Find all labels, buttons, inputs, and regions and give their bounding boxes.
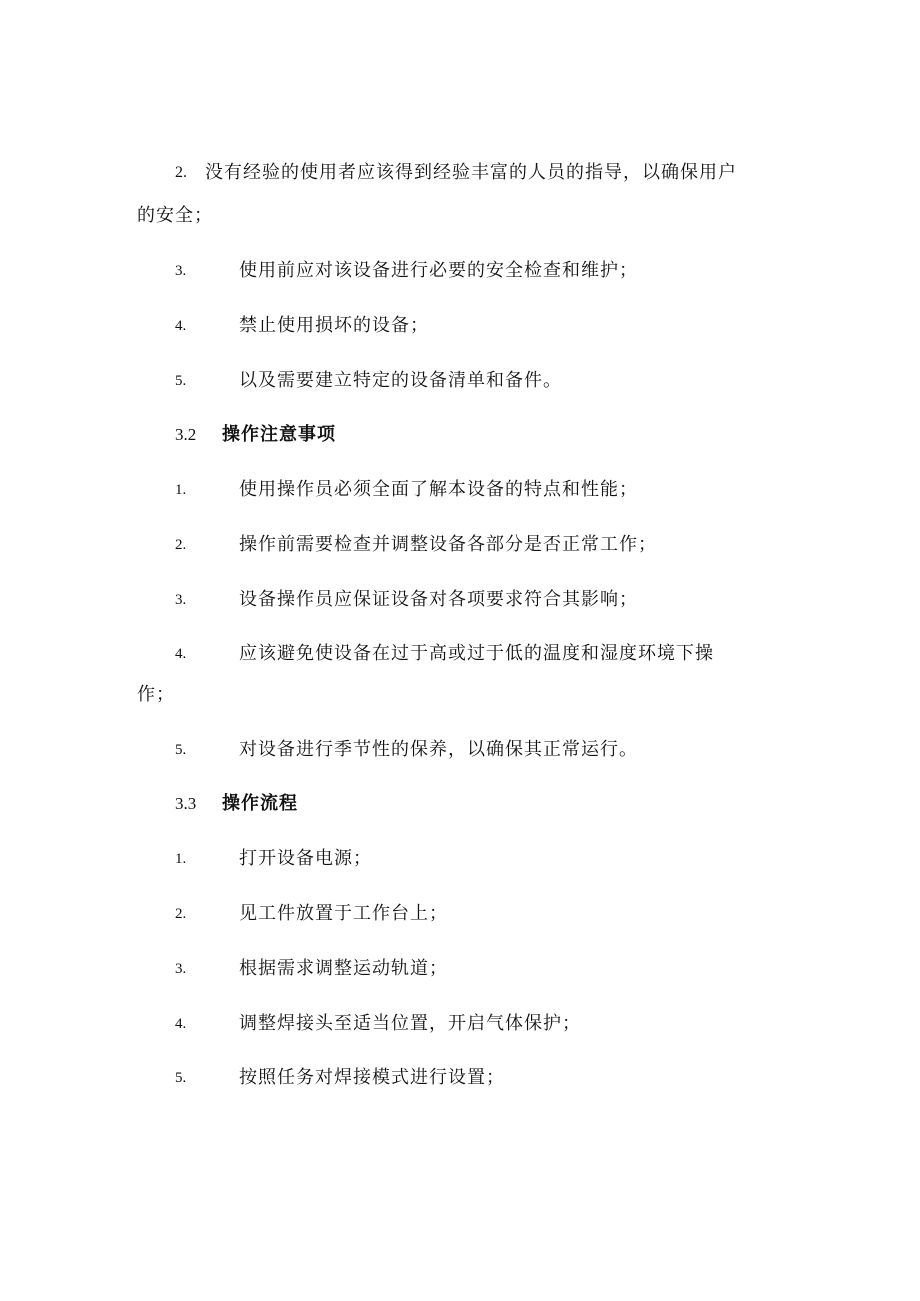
section-title: 操作注意事项 xyxy=(222,424,336,445)
list-item-number: 1. xyxy=(175,482,187,498)
list-item-number: 3. xyxy=(175,961,187,977)
list-item-number: 4. xyxy=(175,646,187,662)
list-item-text: 应该避免使设备在过于高或过于低的温度和湿度环境下操 xyxy=(239,643,714,664)
list-item-text: 禁止使用损坏的设备； xyxy=(239,315,429,336)
list-item-number: 5. xyxy=(175,373,187,389)
list-item-text: 操作前需要检查并调整设备各部分是否正常工作； xyxy=(239,534,657,555)
list-item-number: 4. xyxy=(175,318,187,334)
list-item-text: 打开设备电源； xyxy=(239,848,372,869)
section-number: 3.3 xyxy=(175,794,197,813)
list-item-continuation: 作； xyxy=(137,684,175,705)
list-item-text: 没有经验的使用者应该得到经验丰富的人员的指导，以确保用户 xyxy=(205,162,737,183)
list-item-text: 调整焊接头至适当位置，开启气体保护； xyxy=(239,1013,581,1034)
list-item-number: 3. xyxy=(175,592,187,608)
list-item-text: 根据需求调整运动轨道； xyxy=(239,958,448,979)
list-item-continuation: 的安全； xyxy=(137,205,213,226)
list-item-number: 2. xyxy=(175,164,187,181)
list-item-number: 3. xyxy=(175,263,187,279)
list-item-text: 使用操作员必须全面了解本设备的特点和性能； xyxy=(239,479,638,500)
section-title: 操作流程 xyxy=(222,793,298,814)
list-item-number: 4. xyxy=(175,1016,187,1032)
list-item-number: 1. xyxy=(175,851,187,867)
list-item-number: 5. xyxy=(175,742,187,758)
list-item-number: 2. xyxy=(175,537,187,553)
list-item-text: 以及需要建立特定的设备清单和备件。 xyxy=(239,370,562,391)
list-item-text: 对设备进行季节性的保养，以确保其正常运行。 xyxy=(239,739,638,760)
list-item-text: 按照任务对焊接模式进行设置； xyxy=(239,1067,505,1088)
list-item-text: 见工件放置于工作台上； xyxy=(239,903,448,924)
section-number: 3.2 xyxy=(175,425,197,444)
list-item-text: 设备操作员应保证设备对各项要求符合其影响； xyxy=(239,589,638,610)
list-item-number: 5. xyxy=(175,1070,187,1086)
list-item-text: 使用前应对该设备进行必要的安全检查和维护； xyxy=(239,260,638,281)
list-item-number: 2. xyxy=(175,906,187,922)
